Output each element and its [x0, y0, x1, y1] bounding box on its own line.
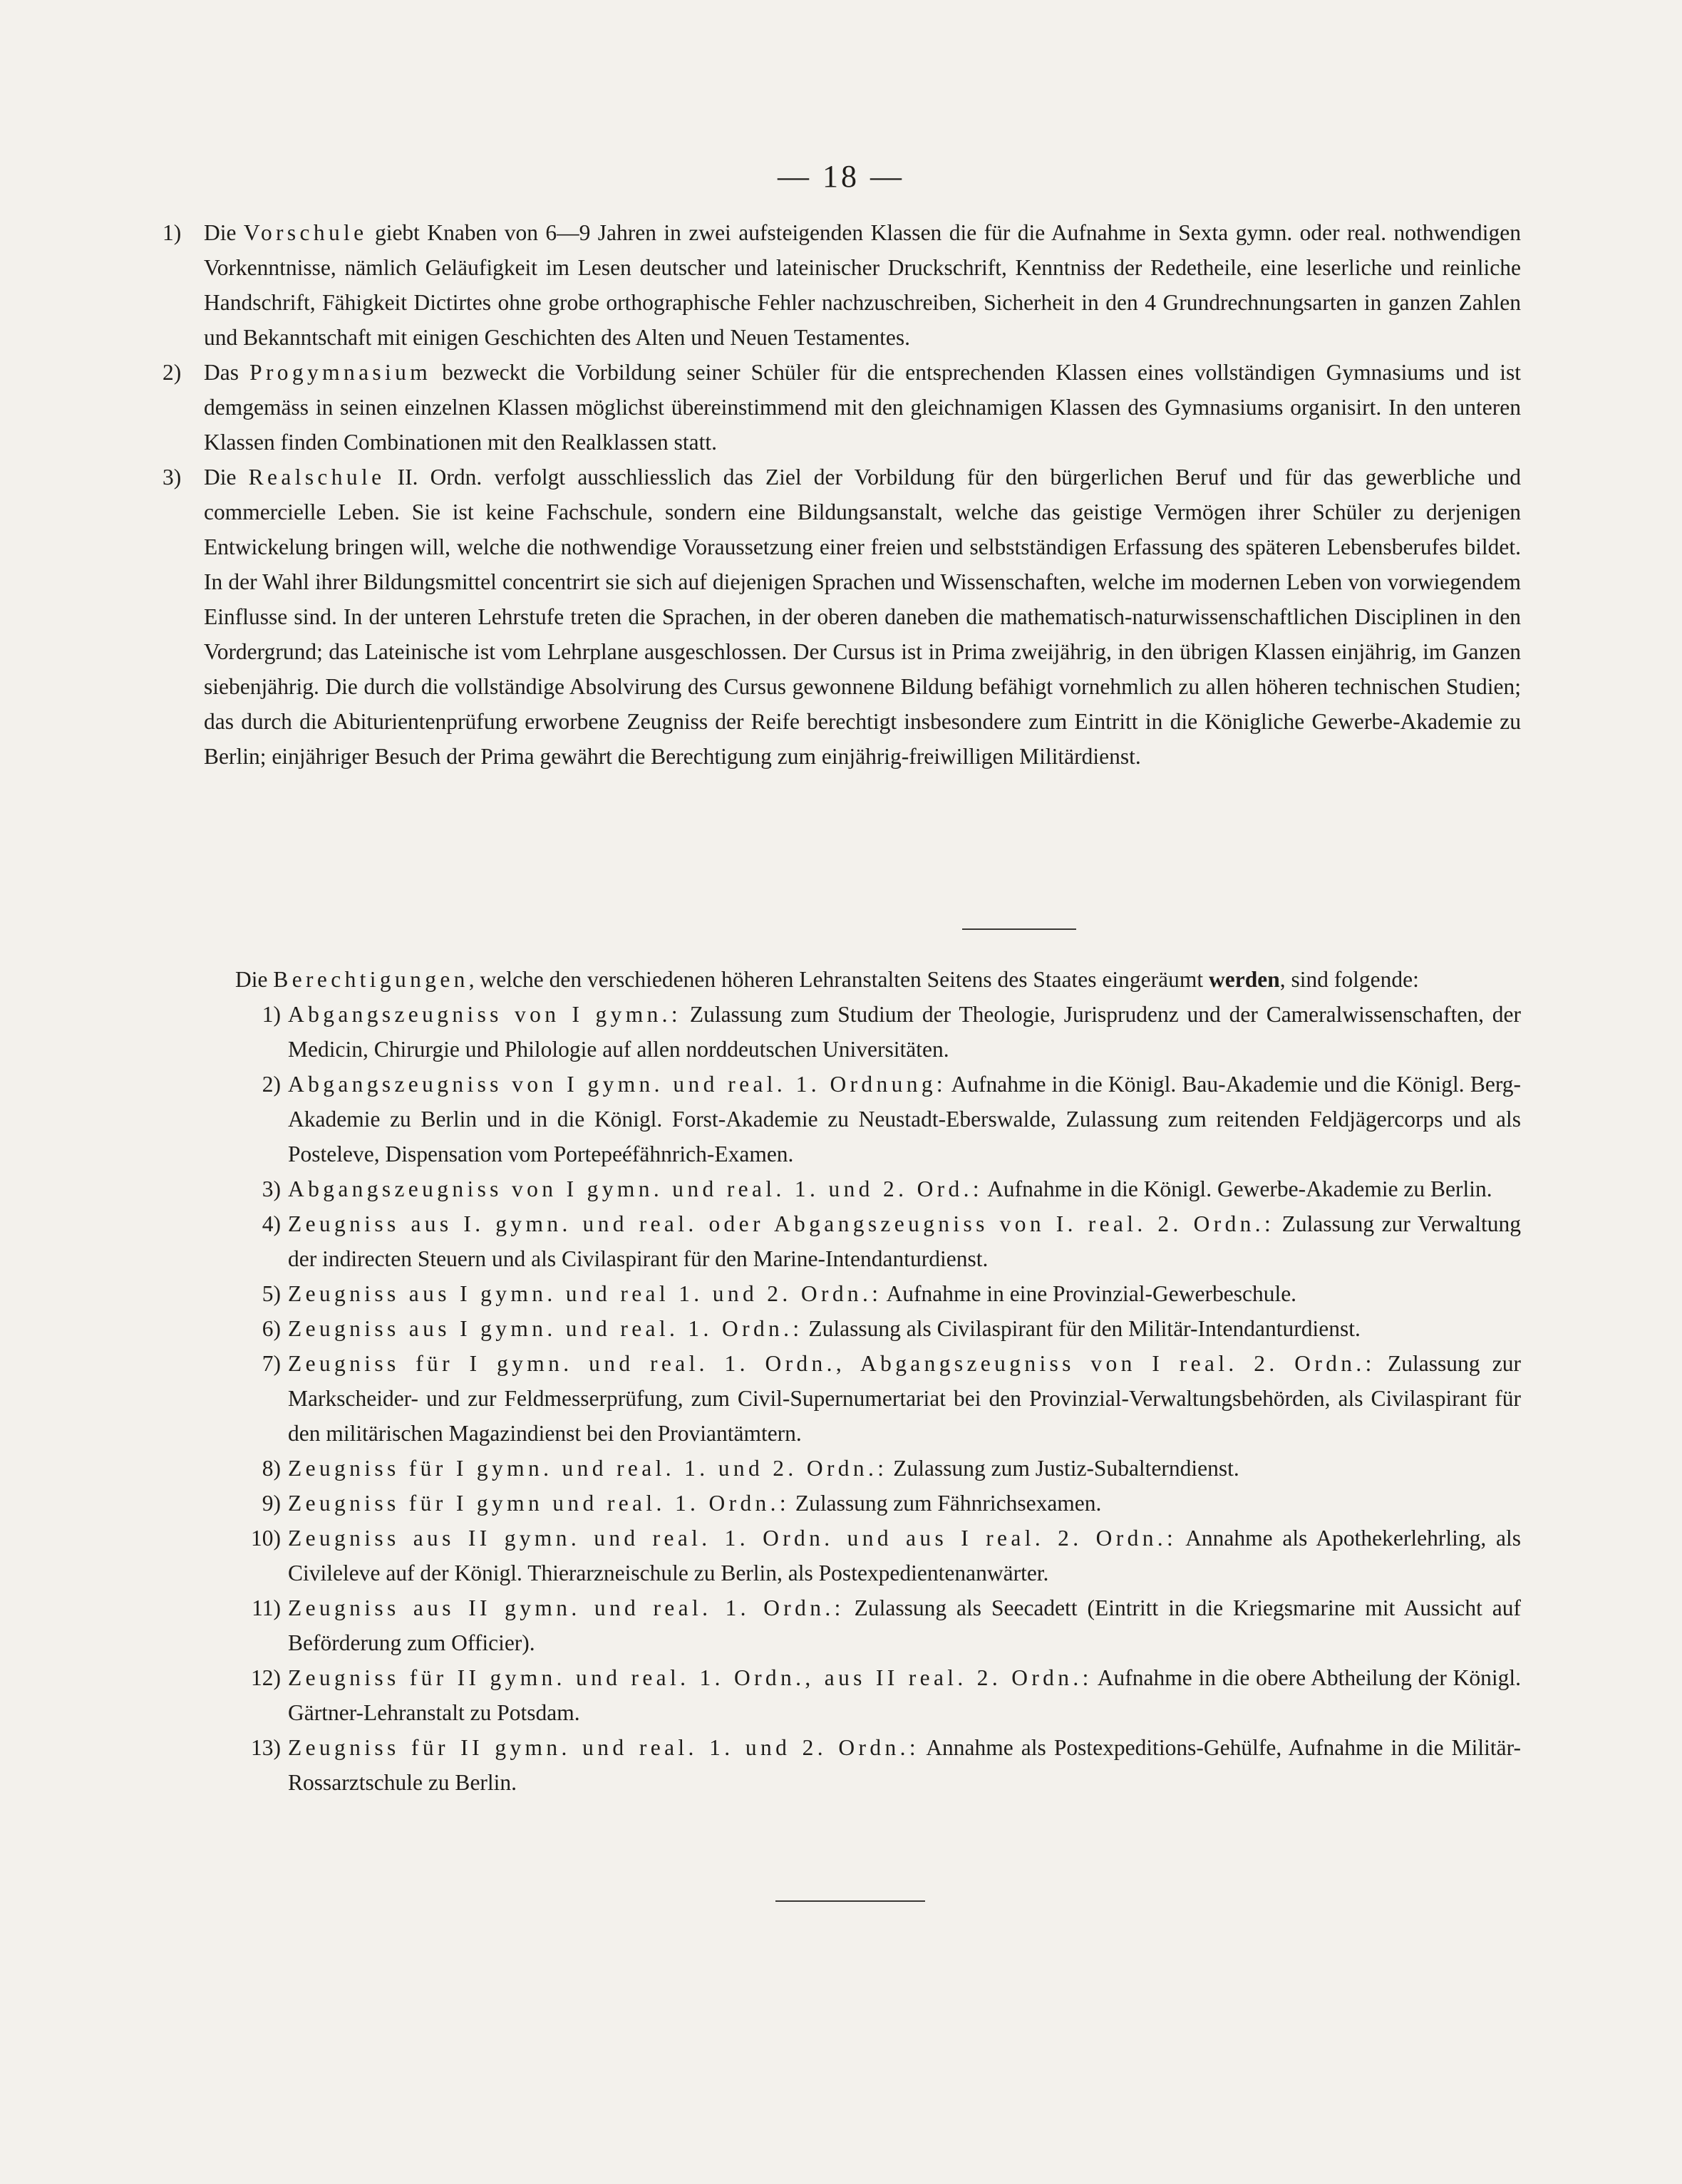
- item-paragraph: [288, 1730, 1521, 1800]
- item-number: 2): [262, 1072, 281, 1097]
- item-number: 3): [262, 1176, 281, 1201]
- berechtigung-item: [162, 1276, 1521, 1311]
- item-number: 13): [251, 1735, 281, 1760]
- item-number: 4): [262, 1211, 281, 1236]
- intro-pre: Die: [235, 967, 268, 992]
- item-qualification: Abgangszeugniss von I gymn. und real. 1. Ordnung:: [288, 1072, 947, 1097]
- item-number: 8): [262, 1456, 281, 1481]
- item-text: Zulassung zur Verwaltung der indirecten Steuern und als Civilaspirant für den Marine-Intendanturdienst.: [288, 1211, 1522, 1271]
- entry-text: II. Ordn. verfolgt ausschliesslich das Ziel der Vorbildung für den bürgerlichen Beruf und für das gewerbliche und commercielle Leben. Sie ist keine Fachschule, sondern eine Bildungsanstalt, welche das geistige Vermögen ihrer Schüler zu derjenigen Entwickelung bringen will, welche die nothwendige Voraussetzung einer freien und selbstständigen Erfassung des späteren Lebensberufes bildet. In der Wahl ihrer Bildungsmittel concentrirt sie sich auf diejenigen Sprachen und Wissenschaften, welche im modernen Leben von vorwiegendem Einflusse sind. In der unteren Lehrstufe treten die Sprachen, in der oberen daneben die mathematisch-naturwissenschaftlichen Disciplinen in den Vordergrund; das Lateinische ist vom Lehrplane ausgeschlossen. Der Cursus ist in Prima zweijährig, in den übrigen Klassen einjährig, im Ganzen siebenjährig. Die durch die vollständige Absolvirung des Cursus gewonnene Bildung befähigt vornehmlich zu allen höheren technischen Studien; das durch die Abiturientenprüfung erworbene Zeugniss der Reife berechtigt insbesondere zum Eintritt in die Königliche Gewerbe-Akademie zu Berlin; einjähriger Besuch der Prima gewährt die Berechtigung zum einjährig-freiwilligen Militärdienst.: [204, 465, 1522, 769]
- berechtigung-item: [162, 1346, 1521, 1451]
- item-qualification: Zeugniss aus II gymn. und real. 1. Ordn.:: [288, 1595, 845, 1620]
- item-number: 12): [251, 1665, 281, 1690]
- item-qualification: Zeugniss aus I. gymn. und real. oder Abgangszeugniss von I. real. 2. Ordn.:: [288, 1211, 1275, 1236]
- item-text: Zulassung als Seecadett (Eintritt in die Kriegsmarine mit Aussicht auf Beförderung zum Officier).: [288, 1595, 1521, 1655]
- item-paragraph: [288, 1590, 1521, 1660]
- berechtigung-item: [162, 1311, 1521, 1346]
- item-paragraph: [288, 1171, 1521, 1206]
- berechtigung-item: [162, 1067, 1521, 1171]
- item-paragraph: [288, 1067, 1521, 1171]
- berechtigung-item: [162, 997, 1521, 1067]
- item-text: Aufnahme in eine Provinzial-Gewerbeschule.: [886, 1281, 1297, 1306]
- berechtigung-item: [162, 1451, 1521, 1486]
- item-number: 7): [262, 1351, 281, 1376]
- item-qualification: Abgangszeugniss von I gymn. und real. 1. und 2. Ord.:: [288, 1176, 983, 1201]
- school-entry-vorschule: [162, 215, 1521, 355]
- item-qualification: Zeugniss für I gymn. und real. 1. Ordn., Abgangszeugniss von I real. 2. Ordn.:: [288, 1351, 1376, 1376]
- item-paragraph: [288, 1311, 1521, 1346]
- intro-term: Berechtigungen: [273, 967, 469, 992]
- item-qualification: Abgangszeugniss von I gymn.:: [288, 1002, 682, 1027]
- school-entry-realschule: [162, 460, 1521, 774]
- berechtigung-item: [162, 1521, 1521, 1590]
- item-qualification: Zeugniss aus I gymn. und real. 1. Ordn.:: [288, 1316, 803, 1341]
- item-text: Annahme als Apothekerlehrling, als Civileleve auf der Königl. Thierarzneischule zu Berlin, als Postexpedientenanwärter.: [288, 1526, 1521, 1585]
- intro-bold: werden: [1209, 967, 1280, 992]
- berechtigung-item: [162, 1206, 1521, 1276]
- intro-post: , welche den verschiedenen höheren Lehranstalten Seitens des Staates eingeräumt: [468, 967, 1204, 992]
- item-number: 5): [262, 1281, 281, 1306]
- item-qualification: Zeugniss aus II gymn. und real. 1. Ordn. und aus I real. 2. Ordn.:: [288, 1526, 1177, 1551]
- item-paragraph: [288, 1451, 1521, 1486]
- entry-number: 3): [162, 465, 182, 490]
- berechtigung-item: [162, 1486, 1521, 1521]
- item-text: Zulassung als Civilaspirant für den Militär-Intendanturdienst.: [808, 1316, 1361, 1341]
- entry-term: Vorschule: [243, 220, 368, 245]
- entry-text: bezweckt die Vorbildung seiner Schüler für die entsprechenden Klassen eines vollständigen Gymnasiums und ist demgemäss in seinen einzelnen Klassen möglichst übereinstimmend mit den gleichnamigen Klassen des Gymnasiums organisirt. In den unteren Klassen finden Combinationen mit den Realklassen statt.: [204, 360, 1522, 455]
- item-qualification: Zeugniss aus I gymn. und real 1. und 2. Ordn.:: [288, 1281, 882, 1306]
- item-number: 1): [262, 1002, 281, 1027]
- item-text: Aufnahme in die Königl. Bau-Akademie und die Königl. Berg-Akademie zu Berlin und in die Königl. Forst-Akademie zu Neustadt-Eberswalde, Zulassung zum reitenden Feldjägercorps und als Posteleve, Dispensation vom Portepeéfähnrich-Examen.: [288, 1072, 1521, 1166]
- school-entry-progymnasium: [162, 355, 1521, 460]
- item-paragraph: [288, 1660, 1521, 1730]
- item-number: 10): [251, 1526, 281, 1551]
- entry-intro: Die: [204, 220, 237, 245]
- entry-number: 2): [162, 360, 182, 385]
- item-qualification: Zeugniss für II gymn. und real. 1. und 2. Ordn.:: [288, 1735, 919, 1760]
- item-qualification: Zeugniss für II gymn. und real. 1. Ordn., aus II real. 2. Ordn.:: [288, 1665, 1093, 1690]
- item-number: 6): [262, 1316, 281, 1341]
- entry-text: giebt Knaben von 6—9 Jahren in zwei aufsteigenden Klassen die für die Aufnahme in Sexta gymn. oder real. nothwendigen Vorkenntnisse, nämlich Geläufigkeit im Lesen deutscher und lateinischer Druckschrift, Kenntniss der Redetheile, eine leserliche und reinliche Handschrift, Fähigkeit Dictirtes ohne grobe orthographische Fehler nachzuschreiben, Sicherheit in den 4 Grundrechnungsarten in ganzen Zahlen und Bekanntschaft mit einigen Geschichten des Alten und Neuen Testamentes.: [204, 220, 1522, 350]
- entry-term: Realschule: [248, 465, 386, 490]
- entry-paragraph: [204, 460, 1521, 774]
- berechtigung-item: [162, 1730, 1521, 1800]
- page-number: — 18 —: [778, 159, 904, 194]
- intro-end: , sind folgende:: [1279, 967, 1419, 992]
- entry-term: Progymnasium: [249, 360, 432, 385]
- item-paragraph: [288, 1206, 1521, 1276]
- berechtigungen-intro: [162, 962, 1521, 997]
- entry-paragraph: [204, 355, 1521, 460]
- item-qualification: Zeugniss für I gymn und real. 1. Ordn.:: [288, 1491, 790, 1516]
- item-number: 11): [252, 1595, 281, 1620]
- entry-intro: Die: [204, 465, 237, 490]
- item-paragraph: [288, 1521, 1521, 1590]
- item-text: Zulassung zum Justiz-Subalterndienst.: [893, 1456, 1239, 1481]
- end-divider: [775, 1900, 925, 1902]
- entry-paragraph: [204, 215, 1521, 355]
- berechtigung-item: [162, 1171, 1521, 1206]
- item-text: Annahme als Postexpeditions-Gehülfe, Aufnahme in die Militär-Rossarztschule zu Berlin.: [288, 1735, 1522, 1795]
- berechtigungen-list: [162, 997, 1521, 1800]
- item-text: Zulassung zur Markscheider- und zur Feldmesserprüfung, zum Civil-Supernumertariat bei den Provinzial-Verwaltungsbehörden, als Civilaspirant für den militärischen Magazindienst bei den Proviantämtern.: [288, 1351, 1522, 1446]
- item-paragraph: [288, 1276, 1521, 1311]
- section-divider: [962, 928, 1076, 930]
- berechtigung-item: [162, 1660, 1521, 1730]
- item-paragraph: [288, 997, 1521, 1067]
- entry-number: 1): [162, 220, 182, 245]
- item-paragraph: [288, 1486, 1521, 1521]
- item-text: Zulassung zum Studium der Theologie, Jurisprudenz und der Cameralwissenschaften, der Medicin, Chirurgie und Philologie auf allen norddeutschen Universitäten.: [288, 1002, 1522, 1062]
- item-number: 9): [262, 1491, 281, 1516]
- item-text: Aufnahme in die Königl. Gewerbe-Akademie zu Berlin.: [987, 1176, 1492, 1201]
- berechtigungen-section: [162, 962, 1521, 1800]
- item-qualification: Zeugniss für I gymn. und real. 1. und 2. Ordn.:: [288, 1456, 888, 1481]
- berechtigung-item: [162, 1590, 1521, 1660]
- school-descriptions: [162, 215, 1521, 774]
- item-text: Zulassung zum Fähnrichsexamen.: [795, 1491, 1102, 1516]
- entry-intro: Das: [204, 360, 239, 385]
- item-text: Aufnahme in die obere Abtheilung der Königl. Gärtner-Lehranstalt zu Potsdam.: [288, 1665, 1522, 1725]
- item-paragraph: [288, 1346, 1521, 1451]
